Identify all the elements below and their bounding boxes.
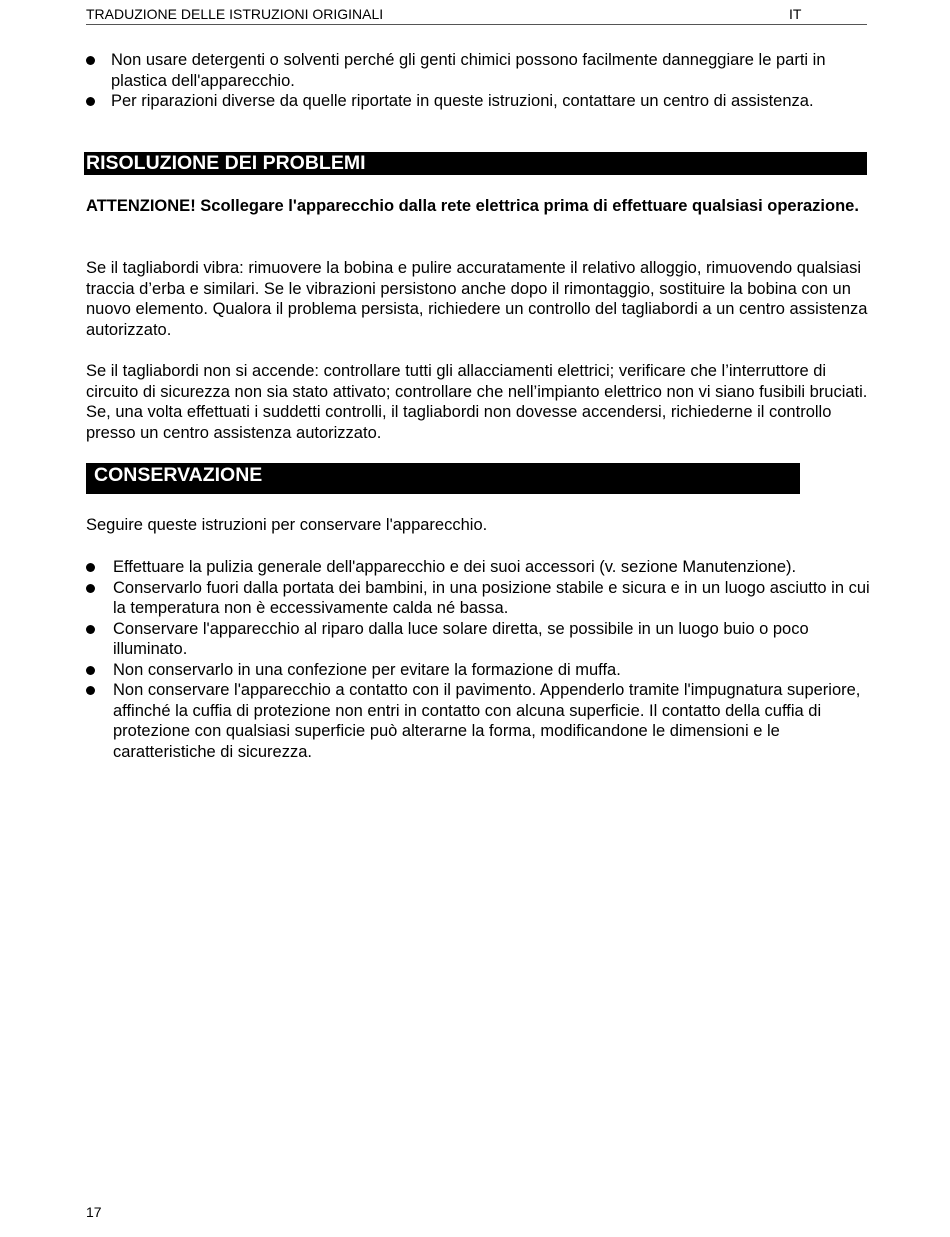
bullet-text: Non usare detergenti o solventi perché gli genti chimici possono facilmente danneggiare le parti in plastica dell'apparecchio. — [111, 51, 826, 90]
vibration-paragraph: Se il tagliabordi vibra: rimuovere la bobina e pulire accuratamente il relativo alloggio, rimuovendo qualsiasi traccia d’erba e similari. Se le vibrazioni persistono anche dopo il rimontaggio, sostituire la bobina con un nuovo elemento. Qualora il problema persista, richiedere un controllo del tagliabordi a un centro assistenza autorizzato. — [86, 259, 868, 339]
bullet-text: Per riparazioni diverse da quelle riportate in queste istruzioni, contattare un centro di assistenza. — [111, 92, 814, 110]
warning-text: ATTENZIONE! Scollegare l'apparecchio dalla rete elettrica prima di effettuare qualsiasi operazione. — [86, 197, 859, 215]
page-number: 17 — [86, 1204, 102, 1220]
list-item — [86, 91, 846, 112]
bullet-icon — [86, 56, 95, 65]
bullet-text: Conservare l'apparecchio al riparo dalla luce solare diretta, se possibile in un luogo buio o poco illuminato. — [113, 619, 809, 658]
section-heading-troubleshooting: RISOLUZIONE DEI PROBLEMI — [84, 152, 867, 175]
bullet-icon — [86, 584, 95, 593]
list-item — [86, 660, 876, 681]
maintenance-bullet-list — [86, 50, 846, 112]
page-header — [86, 5, 867, 25]
bullet-icon — [86, 97, 95, 106]
section-heading-storage: CONSERVAZIONE — [86, 463, 800, 494]
header-language: IT — [789, 6, 802, 22]
bullet-icon — [86, 686, 95, 695]
bullet-text: Conservarlo fuori dalla portata dei bambini, in una posizione stabile e sicura e in un luogo asciutto in cui la temperatura non è eccessivamente calda né bassa. — [113, 578, 870, 617]
header-title: TRADUZIONE DELLE ISTRUZIONI ORIGINALI — [86, 6, 384, 22]
storage-bullet-list — [86, 557, 876, 762]
list-item — [86, 50, 846, 91]
no-start-paragraph: Se il tagliabordi non si accende: controllare tutti gli allacciamenti elettrici; verificare che l’interruttore di circuito di sicurezza non sia stato attivato; controllare che nell’impianto elettrico non vi siano fusibili bruciati. Se, una volta effettuati i suddetti controlli, il tagliabordi non dovesse accendersi, richiederne il controllo presso un centro assistenza autorizzato. — [86, 362, 868, 442]
bullet-icon — [86, 666, 95, 675]
bullet-icon — [86, 625, 95, 634]
bullet-text: Effettuare la pulizia generale dell'apparecchio e dei suoi accessori (v. sezione Manutenzione). — [113, 558, 797, 576]
list-item — [86, 619, 876, 660]
list-item — [86, 578, 876, 619]
bullet-text: Non conservarlo in una confezione per evitare la formazione di muffa. — [113, 660, 621, 679]
bullet-text: Non conservare l'apparecchio a contatto con il pavimento. Appenderlo tramite l'impugnatura superiore, affinché la cuffia di protezione non entri in contatto con alcuna superficie. Il contatto della cuffia di protezione con qualsiasi superficie può alterarne la forma, modificandone le dimensioni e le caratteristiche di sicurezza. — [113, 681, 861, 761]
storage-intro: Seguire queste istruzioni per conservare l'apparecchio. — [86, 516, 488, 534]
bullet-icon — [86, 563, 95, 572]
list-item — [86, 680, 876, 762]
list-item — [86, 557, 876, 578]
